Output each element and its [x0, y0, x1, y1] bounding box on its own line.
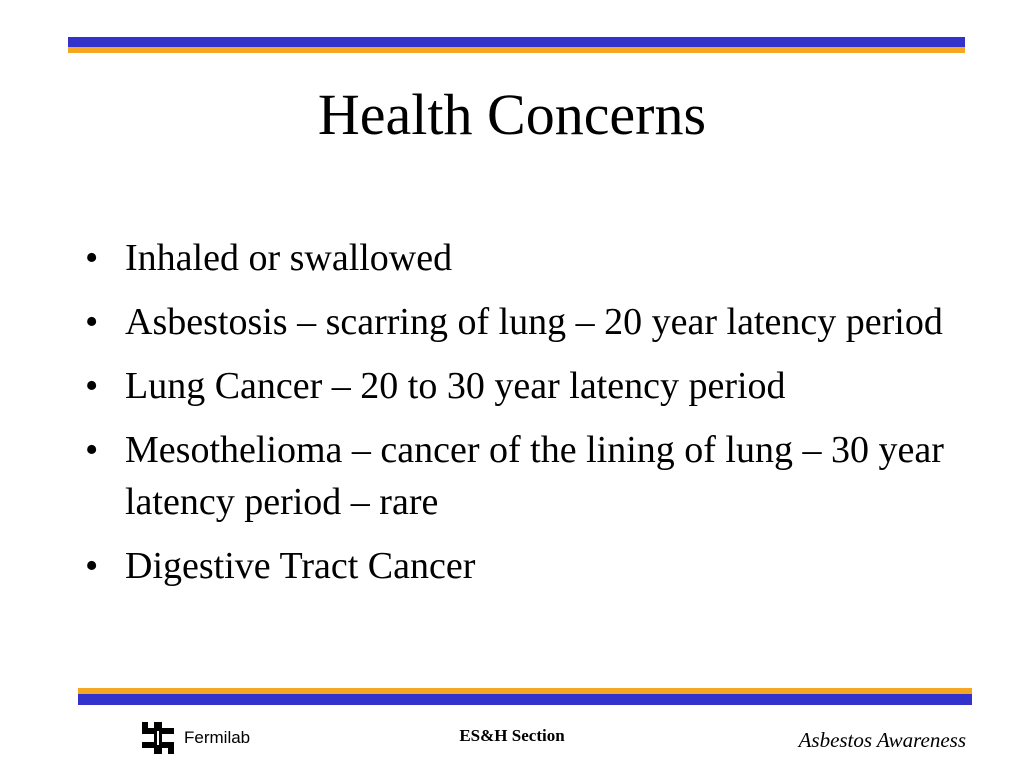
top-blue-rule [68, 37, 965, 47]
bullet-item [85, 360, 945, 412]
bullet-text: Digestive Tract Cancer [125, 545, 476, 587]
bullet-item [85, 296, 945, 348]
footer-course: Asbestos Awareness [798, 728, 966, 752]
bottom-blue-rule [78, 694, 972, 705]
bullet-dot: • [85, 365, 99, 407]
top-orange-rule [68, 47, 965, 53]
logo-text: Fermilab [184, 728, 251, 747]
bullet-dot: • [85, 237, 99, 279]
bullet-text: Asbestosis – scarring of lung – 20 year latency period [125, 301, 943, 343]
bullet-dot: • [85, 301, 99, 343]
footer-section: ES&H Section [459, 726, 565, 745]
bullet-text: Inhaled or swallowed [125, 237, 453, 279]
bullet-text: Mesothelioma – cancer of the lining of lung – 30 year latency period – rare [125, 429, 944, 523]
bullet-item [85, 424, 945, 528]
bullet-text: Lung Cancer – 20 to 30 year latency period [125, 365, 786, 407]
bullet-item [85, 232, 945, 284]
bullet-dot: • [85, 545, 99, 587]
bullet-dot: • [85, 429, 99, 471]
bullet-list [85, 232, 945, 604]
bullet-item [85, 540, 945, 592]
slide-title: Health Concerns [317, 82, 707, 147]
